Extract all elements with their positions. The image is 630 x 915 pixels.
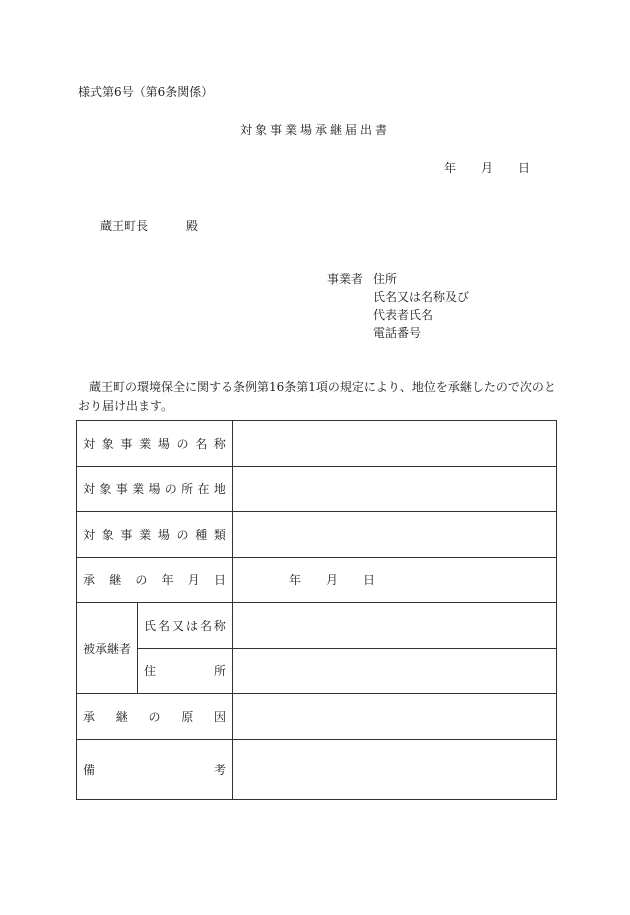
label-char: の [148, 709, 161, 724]
label-char: 月 [187, 573, 200, 588]
label-char: 業 [132, 482, 145, 497]
label-char: 名 [195, 436, 208, 451]
label-char: 承 [83, 573, 96, 588]
label-char: 場 [157, 527, 170, 542]
label-char: の [164, 482, 177, 497]
label-char: 承 [83, 709, 96, 724]
label-char: は [185, 618, 198, 633]
label-char: 又 [171, 618, 184, 633]
label-char: 所 [181, 482, 194, 497]
succession-year: 年 [289, 573, 302, 588]
date-month: 月 [481, 161, 494, 175]
label-char: 事 [120, 436, 133, 451]
label-char: 地 [213, 482, 226, 497]
label-char: 類 [213, 527, 226, 542]
label-char: 称 [213, 436, 226, 451]
label-char: 事 [120, 527, 133, 542]
body-text: 蔵王町の環境保全に関する条例第16条第1項の規定により、地位を承継したので次のとおり届け出ます。 [78, 380, 556, 413]
label-char: 日 [213, 573, 226, 588]
applicant-block [327, 270, 469, 342]
label-char: 業 [139, 527, 152, 542]
label-char: 称 [213, 618, 226, 633]
succession-day: 日 [363, 573, 376, 588]
succession-month: 月 [326, 573, 339, 588]
label-char: 場 [148, 482, 161, 497]
label-char: 在 [197, 482, 210, 497]
label-char: 備 [83, 762, 96, 777]
table-row-predecessor-name [77, 603, 557, 649]
succession-table [76, 420, 557, 800]
table-row-name [77, 421, 557, 467]
value-facility-name[interactable] [233, 421, 557, 467]
value-succession-date[interactable] [233, 557, 557, 603]
date-year: 年 [444, 161, 457, 175]
label-char: 住 [144, 664, 157, 679]
label-char: 象 [99, 482, 112, 497]
table-row-address [77, 466, 557, 512]
value-succession-reason[interactable] [233, 694, 557, 740]
label-predecessor: 被承継者 [77, 603, 138, 694]
document-title-text: 対象事業場承継届出書 [239, 123, 390, 137]
table-row-remarks [77, 739, 557, 799]
value-facility-type[interactable] [233, 512, 557, 558]
label-facility-address [77, 466, 233, 512]
label-char: 因 [213, 709, 226, 724]
addressee-suffix: 殿 [186, 219, 199, 233]
value-facility-address[interactable] [233, 466, 557, 512]
label-char: 対 [83, 527, 96, 542]
table-row-reason [77, 694, 557, 740]
label-char: 種 [195, 527, 208, 542]
label-char: の [176, 436, 189, 451]
applicant-name-label: 氏名又は名称及び [373, 290, 470, 304]
label-char: 対 [83, 436, 96, 451]
label-predecessor-name [138, 603, 233, 649]
label-remarks [77, 739, 233, 799]
table-row-date [77, 557, 557, 603]
label-char: 考 [213, 762, 226, 777]
label-facility-type [77, 512, 233, 558]
date-day: 日 [518, 161, 531, 175]
label-char: 象 [101, 527, 114, 542]
table-row-type [77, 512, 557, 558]
applicant-representative-label: 代表者氏名 [373, 308, 434, 322]
value-remarks[interactable] [233, 739, 557, 799]
label-char: 名 [199, 618, 212, 633]
label-char: 名 [157, 618, 170, 633]
label-char: 業 [139, 436, 152, 451]
document-title [0, 122, 630, 138]
label-char: 氏 [144, 618, 157, 633]
label-facility-name [77, 421, 233, 467]
applicant-address-label: 住所 [373, 272, 398, 286]
label-char: 年 [161, 573, 174, 588]
label-succession-date [77, 557, 233, 603]
form-number: 様式第6号（第6条関係） [78, 85, 214, 99]
value-predecessor-address[interactable] [233, 648, 557, 694]
label-succession-reason [77, 694, 233, 740]
label-char: 原 [181, 709, 194, 724]
label-char: 象 [101, 436, 114, 451]
label-char: 継 [115, 709, 128, 724]
label-char: 事 [115, 482, 128, 497]
submission-date [444, 160, 530, 176]
label-predecessor-address [138, 648, 233, 694]
addressee-name: 蔵王町長 [100, 219, 149, 233]
label-char: 継 [109, 573, 122, 588]
label-char: の [135, 573, 148, 588]
applicant-label: 事業者 [327, 272, 364, 286]
value-predecessor-name[interactable] [233, 603, 557, 649]
applicant-phone-label: 電話番号 [373, 326, 422, 340]
table-row-predecessor-address [77, 648, 557, 694]
addressee [100, 218, 198, 234]
label-char: 対 [83, 482, 96, 497]
label-char: 所 [213, 664, 226, 679]
label-char: の [176, 527, 189, 542]
label-char: 場 [157, 436, 170, 451]
